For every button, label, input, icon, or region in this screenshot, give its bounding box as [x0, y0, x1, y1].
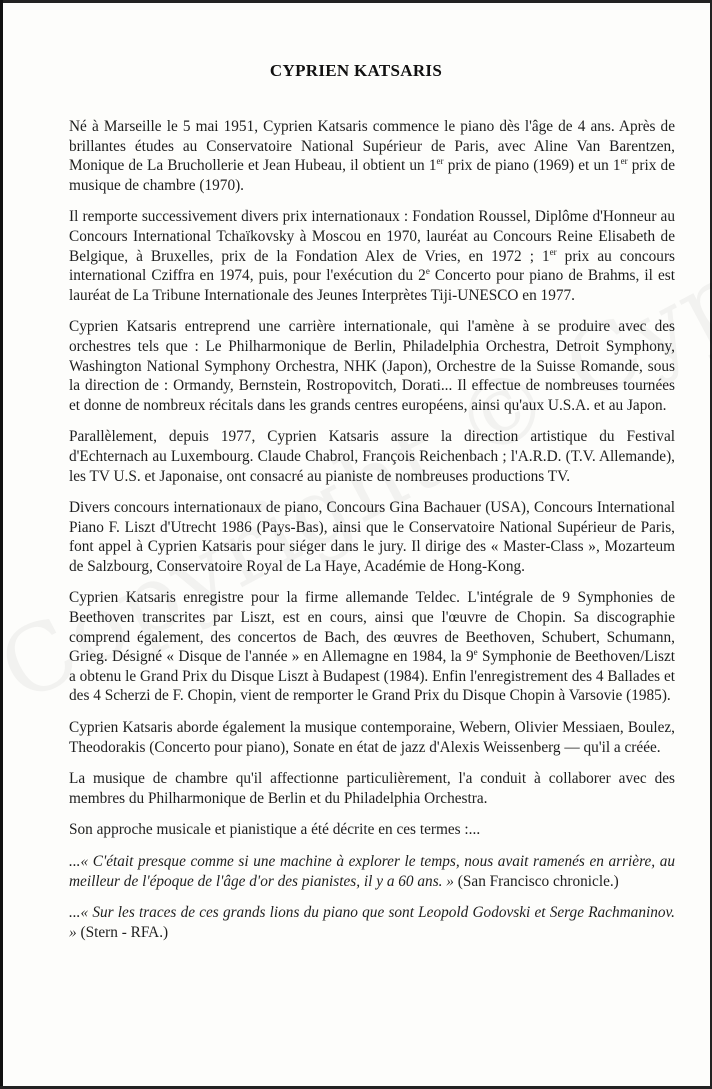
page-title: CYPRIEN KATSARIS	[269, 61, 443, 80]
paragraph-festival: Parallèlement, depuis 1977, Cyprien Katsaris assure la direction artistique du Festival d'Echternach au Luxembourg. Claude Chabrol, François Reichenbach ; l'A.R.D. (T.V. Allemande), les TV U.S. et Japonaise, ont consacré au pianiste de nombreuses productions TV.	[69, 428, 675, 485]
quote-stern	[69, 903, 675, 942]
paragraph-recordings: Cyprien Katsaris enregistre pour la firme allemande Teldec. L'intégrale de 9 Symphonies de Beethoven transcrites par Liszt, est en cours, ainsi que l'œuvre de Chopin. Sa discographie comprend également, des concertos de Bach, des œuvres de Beethoven, Schubert, Schumann, Grieg. Désigné « Disque de l'année » en Allemagne en 1984, la 9e Symphonie de Beethoven/Liszt a obtenu le Grand Prix du Disque Liszt à Budapest (1984). Enfin l'enregistrement des 4 Ballades et des 4 Scherzi de F. Chopin, vient de remporter le Grand Prix du Disque Chopin à Varsovie (1985).	[69, 589, 675, 705]
quote-text: ...« C'était presque comme si une machine à explorer le temps, nous avait ramenés en arrière, au meilleur de l'époque de l'âge d'or des pianistes, il y a 60 ans. »	[69, 853, 675, 890]
paragraph-contemporary: Cyprien Katsaris aborde également la musique contemporaine, Webern, Olivier Messiaen, Boulez, Theodorakis (Concerto pour piano), Sonate en état de jazz d'Alexis Weissenberg — qu'il a créée.	[69, 719, 675, 756]
biography-text	[69, 117, 675, 954]
paragraph-birth-studies: Né à Marseille le 5 mai 1951, Cyprien Katsaris commence le piano dès l'âge de 4 ans. Après de brillantes études au Conservatoire National Supérieur de Paris, avec Aline Van Barentzen, Monique de La Bruchollerie et Jean Hubeau, il obtient un 1er prix de piano (1969) et un 1er prix de musique de chambre (1970).	[69, 118, 675, 194]
paragraph-juries: Divers concours internationaux de piano, Concours Gina Bachauer (USA), Concours International Piano F. Liszt d'Utrecht 1986 (Pays-Bas), ainsi que le Conservatoire National Supérieur de Paris, font appel à Cyprien Katsaris pour siéger dans le jury. Il dirige des « Master-Class », Mozarteum de Salzbourg, Conservatoire Royal de La Haye, Académie de Hong-Kong.	[69, 499, 675, 575]
page-edge-left	[0, 0, 3, 1089]
paragraph-chamber-music: La musique de chambre qu'il affectionne particulièrement, l'a conduit à collaborer avec des membres du Philharmonique de Berlin et du Philadelphia Orchestra.	[69, 770, 675, 807]
page-edge-top	[0, 0, 712, 3]
quote-text: ...« Sur les traces de ces grands lions du piano que sont Leopold Godovski et Serge Rachmaninov. »	[69, 904, 675, 941]
quote-source: (San Francisco chronicle.)	[457, 872, 619, 890]
paragraph-approach: Son approche musicale et pianistique a été décrite en ces termes :...	[69, 821, 481, 839]
quote-source: (Stern - RFA.)	[80, 923, 169, 941]
paragraph-prizes: Il remporte successivement divers prix internationaux : Fondation Roussel, Diplôme d'Honneur au Concours International Tchaïkovsky à Moscou en 1970, lauréat au Concours Reine Elisabeth de Belgique, à Bruxelles, prix de la Fondation Alex de Vries, en 1972 ; 1er prix au concours international Cziffra en 1974, puis, pour l'exécution du 2e Concerto pour piano de Brahms, il est lauréat de La Tribune Internationale des Jeunes Interprètes Tiji-UNESCO en 1977.	[69, 208, 675, 304]
paragraph-career: Cyprien Katsaris entreprend une carrière internationale, qui l'amène à se produire avec des orchestres tels que : Le Philharmonique de Berlin, Philadelphia Orchestra, Detroit Symphony, Washington National Symphony Orchestra, NHK (Japon), Orchestre de la Suisse Romande, sous la direction de : Ormandy, Bernstein, Rostropovitch, Dorati... Il effectue de nombreuses tournées et donne de nombreux récitals dans les grands centres européens, ainsi qu'aux U.S.A. et au Japon.	[69, 318, 675, 414]
quote-san-francisco	[69, 852, 675, 891]
